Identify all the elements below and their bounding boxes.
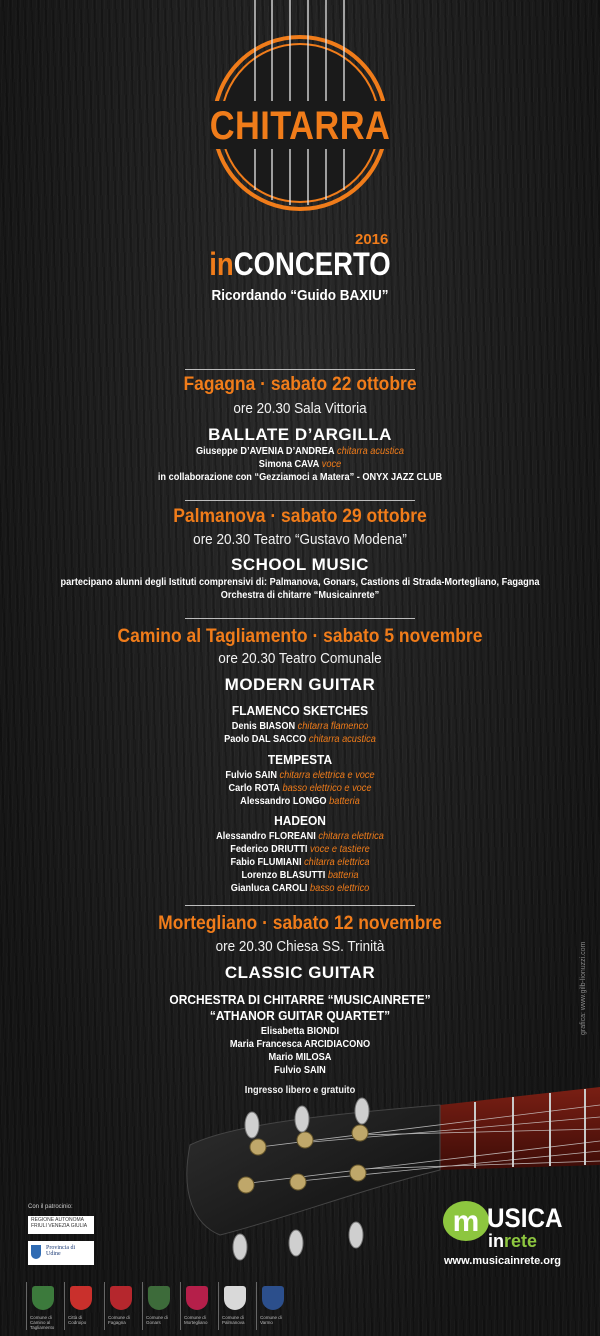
poster-year: 2016 (355, 231, 389, 248)
time-place-1: ore 20.30 Sala Vittoria (233, 400, 367, 417)
event-title-3: MODERN GUITAR (224, 675, 376, 694)
performer-line: Paolo DAL SACCO chitarra acustica (224, 734, 376, 745)
design-credits: grafica: www.gilb-lionuzzi.com (580, 941, 587, 1035)
province-shield-icon (31, 1245, 41, 1259)
performer-line: Maria Francesca ARCIDIACONO (229, 1039, 371, 1050)
svg-text:m: m (452, 1205, 480, 1238)
collaboration-line: in collaborazione con “Gezziamoci a Matera” - ONYX JAZZ CLUB (157, 472, 443, 483)
divider (185, 905, 415, 906)
venue-date-2: Palmanova · sabato 29 ottobre (173, 506, 427, 527)
performer-line: Simona CAVA voce (258, 459, 342, 470)
time-place-4: ore 20.30 Chiesa SS. Trinità (215, 938, 385, 955)
crest-icon (32, 1286, 54, 1310)
municipality-palmanova: Comune di Palmanova (218, 1282, 253, 1330)
time-place-3: ore 20.30 Teatro Comunale (218, 650, 382, 667)
venue-date-1: Fagagna · sabato 22 ottobre (183, 374, 417, 395)
ensemble-name: “ATHANOR GUITAR QUARTET” (209, 1008, 391, 1023)
region-name: REGIONE AUTONOMA FRIULI VENEZIA GIULIA (31, 1217, 88, 1229)
performer-line: Fulvio SAIN (274, 1065, 326, 1076)
performer-line: Lorenzo BLASUTTI batteria (241, 870, 359, 881)
performer-line: Gianluca CAROLI basso elettrico (230, 883, 370, 894)
crest-icon (110, 1286, 132, 1310)
event-title-1: BALLATE D’ARGILLA (208, 425, 392, 444)
divider (185, 618, 415, 619)
divider (185, 369, 415, 370)
brand-website: www.musicainrete.org (444, 1255, 561, 1267)
province-logo (28, 1241, 94, 1265)
patronage-label: Con il patrocinio: (28, 1204, 73, 1210)
musicainrete-m-logo (442, 1199, 490, 1243)
municipality-mortegliano: Comune di Mortegliano (180, 1282, 215, 1330)
crest-icon (148, 1286, 170, 1310)
crest-icon (70, 1286, 92, 1310)
divider (185, 500, 415, 501)
poster-title: CHITARRA (209, 104, 391, 148)
subtitle-in: in (209, 246, 234, 282)
brand-musica: USICA (487, 1203, 563, 1233)
event-title-4: CLASSIC GUITAR (224, 963, 376, 982)
event-title-2: SCHOOL MUSIC (231, 555, 369, 574)
ensemble-name: ORCHESTRA DI CHITARRE “MUSICAINRETE” (169, 992, 431, 1007)
crest-icon (262, 1286, 284, 1310)
subtitle-concerto: CONCERTO (233, 246, 391, 282)
group-name: FLAMENCO SKETCHES (231, 703, 369, 718)
performer-line: Elisabetta BIONDI (260, 1026, 340, 1037)
province-name: Provincia di Udine (46, 1245, 76, 1257)
venue-date-4: Mortegliano · sabato 12 novembre (158, 913, 442, 934)
time-place-2: ore 20.30 Teatro “Gustavo Modena” (193, 531, 407, 548)
guitar-headstock-illustration (0, 1085, 600, 1300)
participants-line: partecipano alunni degli Istituti comprensivi di: Palmanova, Gonars, Castions di Strada-Mortegliano, Fagagna (60, 577, 540, 588)
performer-line: Carlo ROTA basso elettrico e voce (228, 783, 372, 794)
municipality-fagagna: Comune di Fagagna (104, 1282, 139, 1330)
performer-line: Fabio FLUMIANI chitarra elettrica (230, 857, 370, 868)
crest-icon (186, 1286, 208, 1310)
municipality-varmo: Comune di Varmo (256, 1282, 291, 1330)
performer-line: Mario MILOSA (268, 1052, 332, 1063)
dedication: Ricordando “Guido BAXIU” (211, 287, 389, 304)
performer-line: Denis BIASON chitarra flamenco (231, 721, 369, 732)
region-logo (28, 1216, 94, 1234)
municipality-camino: Comune di Camino al Tagliamento (26, 1282, 61, 1330)
performer-line: Federico DRIUTTI voce e tastiere (230, 844, 370, 855)
venue-date-3: Camino al Tagliamento · sabato 5 novembre (117, 626, 483, 647)
performer-line: Alessandro FLOREANI chitarra elettrica (216, 831, 384, 842)
brand-inrete: inrete (488, 1231, 538, 1251)
group-name: TEMPESTA (267, 752, 333, 767)
performer-line: Giuseppe D’AVENIA D’ANDREA chitarra acustica (195, 446, 405, 457)
performer-line: Fulvio SAIN chitarra elettrica e voce (225, 770, 375, 781)
crest-icon (224, 1286, 246, 1310)
performer-line: Alessandro LONGO batteria (240, 796, 360, 807)
municipality-gonars: Comune di Gonars (142, 1282, 177, 1330)
poster-subtitle (42, 246, 558, 283)
municipality-logos (26, 1282, 286, 1332)
participants-line: Orchestra di chitarre “Musicainrete” (220, 590, 380, 601)
admission-note: Ingresso libero e gratuito (244, 1085, 356, 1096)
municipality-codroipo: Città di Codroipo (64, 1282, 99, 1330)
group-name: HADEON (274, 813, 326, 828)
